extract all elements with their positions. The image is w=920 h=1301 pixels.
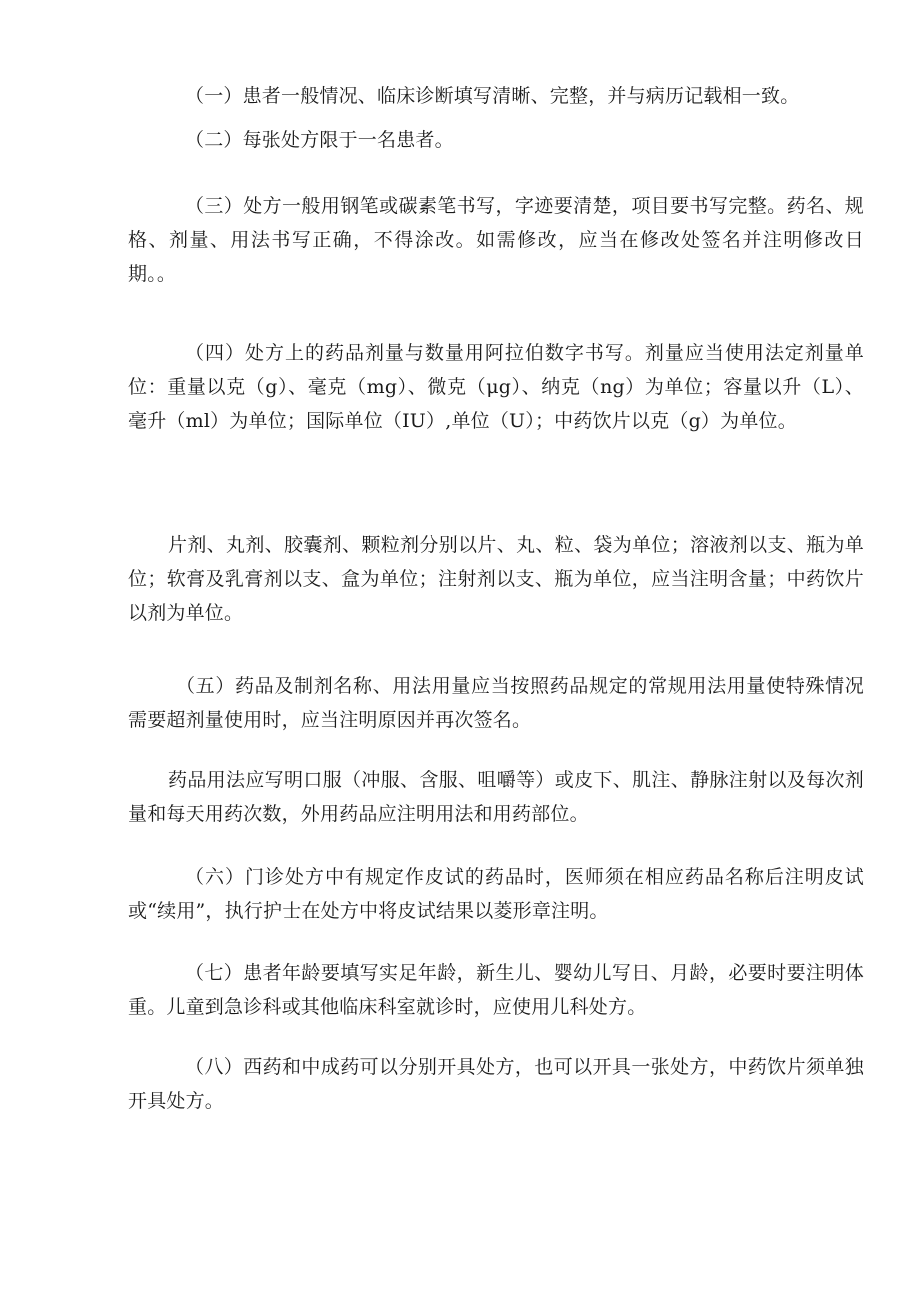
paragraph-item-8: （六）门诊处方中有规定作皮试的药品时，医师须在相应药品名称后注明皮试或“续用”，执行护士在处方中将皮试结果以菱形章注明。	[128, 866, 864, 922]
paragraph-item-7: 药品用法应写明口服（冲服、含服、咀嚼等）或皮下、肌注、静脉注射以及每次剂量和每天用药次数，外用药品应注明用法和用药部位。	[128, 769, 864, 825]
paragraph-item-3: （三）处方一般用钢笔或碳素笔书写，字迹要清楚，项目要书写完整。药名、规格、剂量、用法书写正确，不得涂改。如需修改，应当在修改处签名并注明修改日期。。	[128, 195, 864, 285]
paragraph-item-5: 片剂、丸剂、胶囊剂、颗粒剂分别以片、丸、粒、袋为单位；溶液剂以支、瓶为单位；软膏及乳膏剂以支、盒为单位；注射剂以支、瓶为单位，应当注明含量；中药饮片以剂为单位。	[128, 534, 864, 624]
paragraph-item-6: （五）药品及制剂名称、用法用量应当按照药品规定的常规用法用量使特殊情况需要超剂量使用时，应当注明原因并再次签名。	[128, 675, 864, 731]
paragraph-item-9: （七）患者年龄要填写实足年龄，新生儿、婴幼儿写日、月龄，必要时要注明体重。儿童到急诊科或其他临床科室就诊时，应使用儿科处方。	[128, 962, 864, 1018]
paragraph-item-1: （一）患者一般情况、临床诊断填写清晰、完整，并与病历记载相一致。	[185, 85, 800, 107]
paragraph-item-2: （二）每张处方限于一名患者。	[185, 129, 454, 151]
paragraph-item-10: （八）西药和中成药可以分别开具处方，也可以开具一张处方，中药饮片须单独开具处方。	[128, 1056, 864, 1112]
paragraph-item-4: （四）处方上的药品剂量与数量用阿拉伯数字书写。剂量应当使用法定剂量单位：重量以克（g）、毫克（mg）、微克（μg）、纳克（ng）为单位；容量以升（L）、毫升（ml）为单位；国际单位（IU）,单位（U）；中药饮片以克（g）为单位。	[128, 342, 864, 432]
